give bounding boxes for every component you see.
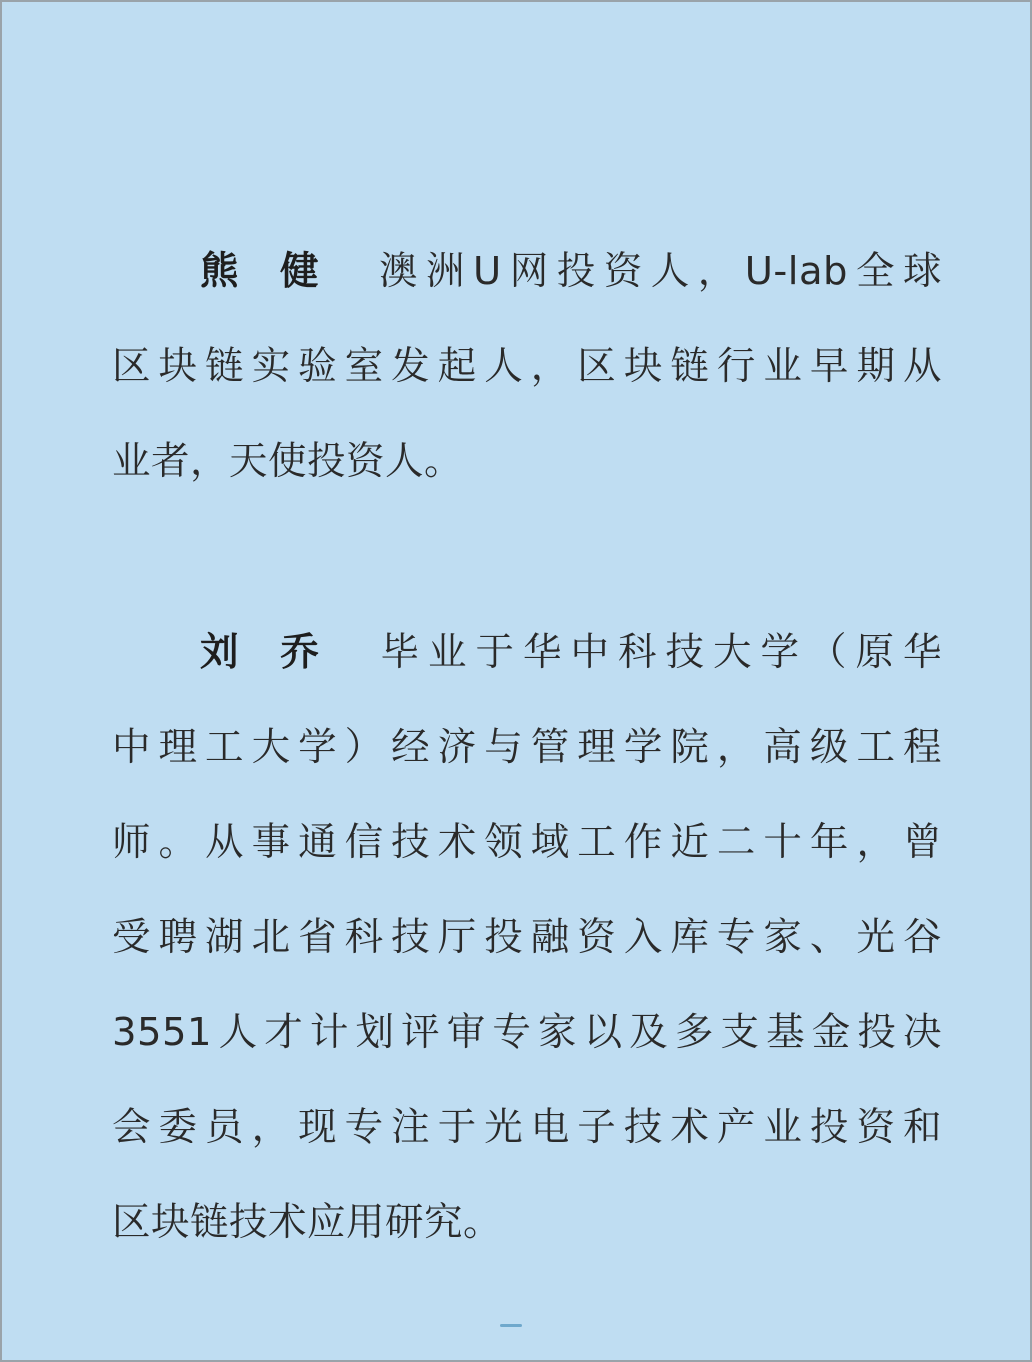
bio-line: 会委员，现专注于光电子技术产业投资和 bbox=[112, 1105, 942, 1150]
bio-line: 受聘湖北省科技厅投融资入库专家、光谷 bbox=[112, 915, 942, 960]
print-speck bbox=[500, 1324, 522, 1327]
bio-line: 区块链技术应用研究。 bbox=[112, 1200, 503, 1245]
person-name-char: 健 bbox=[272, 249, 328, 294]
bio-xiong-jian bbox=[112, 224, 942, 509]
bio-liu-qiao bbox=[112, 605, 942, 1270]
bio-line: 区块链实验室发起人，区块链行业早期从 bbox=[112, 344, 942, 389]
bio-text: 澳洲U网投资人，U-lab全球 bbox=[371, 249, 942, 294]
person-name-char: 乔 bbox=[272, 630, 328, 675]
bio-text: 毕业于华中科技大学（原华 bbox=[372, 630, 942, 675]
bio-line: 师。从事通信技术领域工作近二十年，曾 bbox=[112, 820, 942, 865]
bio-line: 3551人才计划评审专家以及多支基金投决 bbox=[112, 1010, 942, 1055]
person-name-char: 熊 bbox=[200, 249, 240, 294]
bio-line bbox=[112, 605, 942, 700]
bio-line: 业者，天使投资人。 bbox=[112, 439, 464, 484]
bio-line bbox=[112, 224, 942, 319]
bio-line: 中理工大学）经济与管理学院，高级工程 bbox=[112, 725, 942, 770]
person-name-char: 刘 bbox=[200, 630, 240, 675]
